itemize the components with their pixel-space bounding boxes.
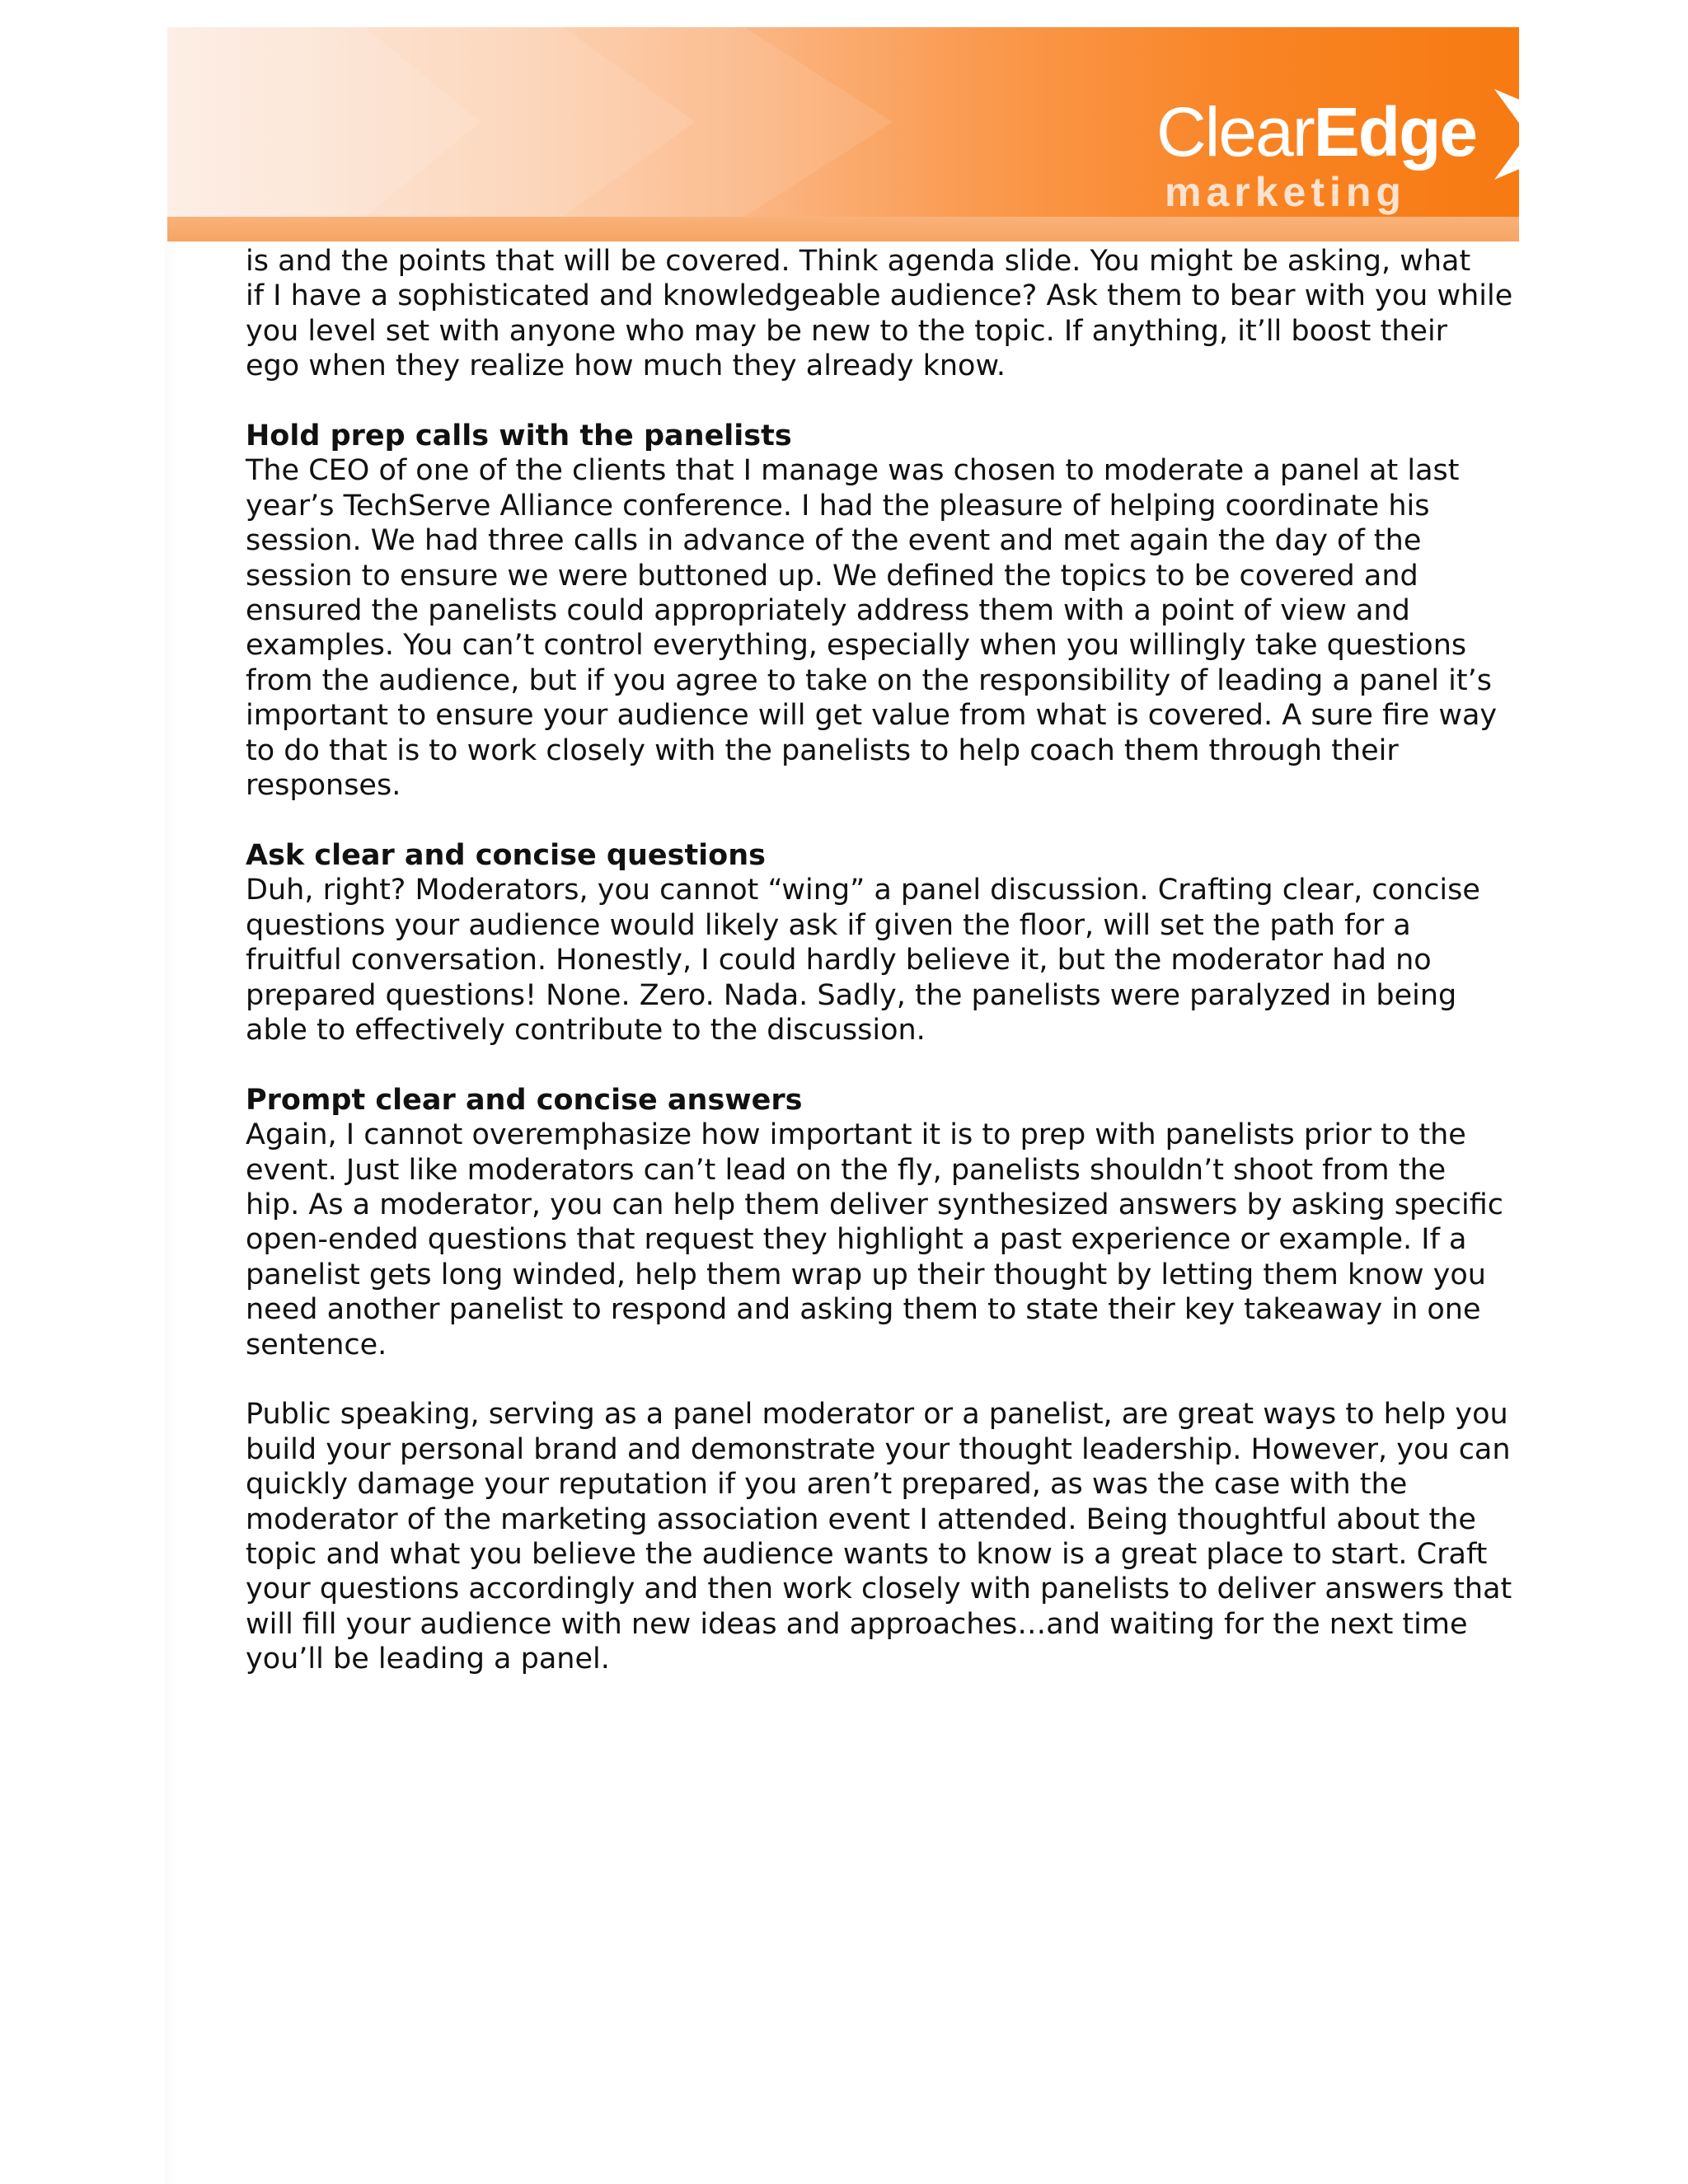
section-heading: Ask clear and concise questions bbox=[246, 838, 766, 872]
logo-subtitle: marketing bbox=[1165, 169, 1406, 215]
text-line: year’s TechServe Alliance conference. I had the pleasure of helping coordinate his bbox=[246, 489, 1430, 523]
header-banner bbox=[167, 27, 1519, 217]
logo-wordmark bbox=[1156, 93, 1477, 171]
text-line: will fill your audience with new ideas and approaches…and waiting for the next time bbox=[246, 1607, 1468, 1641]
section-prep-calls bbox=[246, 419, 1498, 803]
text-line: fruitful conversation. Honestly, I could hardly believe it, but the moderator had no bbox=[246, 944, 1432, 977]
text-line: topic and what you believe the audience wants to know is a great place to start. Craft bbox=[246, 1537, 1488, 1571]
text-line: need another panelist to respond and asking them to state their key takeaway in one bbox=[246, 1293, 1481, 1327]
text-line: moderator of the marketing association event I attended. Being thoughtful about the bbox=[246, 1502, 1476, 1536]
text-line: ensured the panelists could appropriately address them with a point of view and bbox=[246, 594, 1410, 628]
section-clear-questions bbox=[246, 838, 1480, 1047]
text-line: prepared questions! None. Zero. Nada. Sadly, the panelists were paralyzed in being bbox=[246, 978, 1457, 1012]
text-line: ego when they realize how much they already know. bbox=[246, 349, 1006, 383]
logo-clear: Clear bbox=[1156, 93, 1314, 171]
text-line: panelist gets long winded, help them wrap up their thought by letting them know you bbox=[246, 1258, 1486, 1291]
text-line: hip. As a moderator, you can help them deliver synthesized answers by asking specific bbox=[246, 1188, 1504, 1221]
text-line: responses. bbox=[246, 769, 401, 803]
text-line: sentence. bbox=[246, 1328, 387, 1361]
text-line: session to ensure we were buttoned up. We defined the topics to be covered and bbox=[246, 559, 1418, 593]
text-line: event. Just like moderators can’t lead on the fly, panelists shouldn’t shoot from the bbox=[246, 1153, 1447, 1187]
logo-edge: Edge bbox=[1313, 93, 1477, 171]
text-line: Public speaking, serving as a panel moderator or a panelist, are great ways to help you bbox=[246, 1398, 1508, 1432]
arrow-icon bbox=[1494, 89, 1519, 180]
text-line: is and the points that will be covered. Think agenda slide. You might be asking, what bbox=[246, 245, 1471, 278]
page-edge-shadow bbox=[165, 239, 176, 2184]
text-line: The CEO of one of the clients that I manage was chosen to moderate a panel at last bbox=[246, 454, 1460, 488]
section-clear-answers bbox=[246, 1083, 1504, 1362]
text-line: you’ll be leading a panel. bbox=[246, 1643, 610, 1676]
text-line: quickly damage your reputation if you aren’t prepared, as was the case with the bbox=[246, 1468, 1408, 1502]
text-line: from the audience, but if you agree to take on the responsibility of leading a panel it’s bbox=[246, 663, 1492, 697]
text-line: session. We had three calls in advance of the event and met again the day of the bbox=[246, 524, 1422, 558]
text-line: important to ensure your audience will get value from what is covered. A sure fire way bbox=[246, 699, 1498, 733]
section-heading: Prompt clear and concise answers bbox=[246, 1083, 803, 1117]
banner-stripe bbox=[167, 217, 1519, 241]
text-line: examples. You can’t control everything, especially when you willingly take questions bbox=[246, 629, 1467, 663]
closing-paragraph bbox=[246, 1397, 1512, 1676]
text-line: to do that is to work closely with the panelists to help coach them through their bbox=[246, 733, 1399, 767]
text-line: Again, I cannot overemphasize how important it is to prep with panelists prior to the bbox=[246, 1118, 1466, 1152]
text-line: if I have a sophisticated and knowledgeable audience? Ask them to bear with you while bbox=[246, 279, 1513, 313]
section-heading: Hold prep calls with the panelists bbox=[246, 419, 792, 453]
text-line: build your personal brand and demonstrate your thought leadership. However, you can bbox=[246, 1432, 1511, 1466]
text-line: Duh, right? Moderators, you cannot “wing” a panel discussion. Crafting clear, concise bbox=[246, 874, 1480, 907]
clearedge-logo bbox=[1156, 81, 1519, 217]
text-line: questions your audience would likely ask if given the floor, will set the path for a bbox=[246, 908, 1411, 942]
intro-paragraph bbox=[246, 244, 1513, 384]
text-line: you level set with anyone who may be new to the topic. If anything, it’ll boost their bbox=[246, 314, 1448, 348]
text-line: your questions accordingly and then work closely with panelists to deliver answers that bbox=[246, 1572, 1512, 1606]
text-line: able to effectively contribute to the discussion. bbox=[246, 1013, 926, 1047]
article-body bbox=[246, 244, 1513, 1712]
text-line: open-ended questions that request they highlight a past experience or example. If a bbox=[246, 1223, 1467, 1257]
